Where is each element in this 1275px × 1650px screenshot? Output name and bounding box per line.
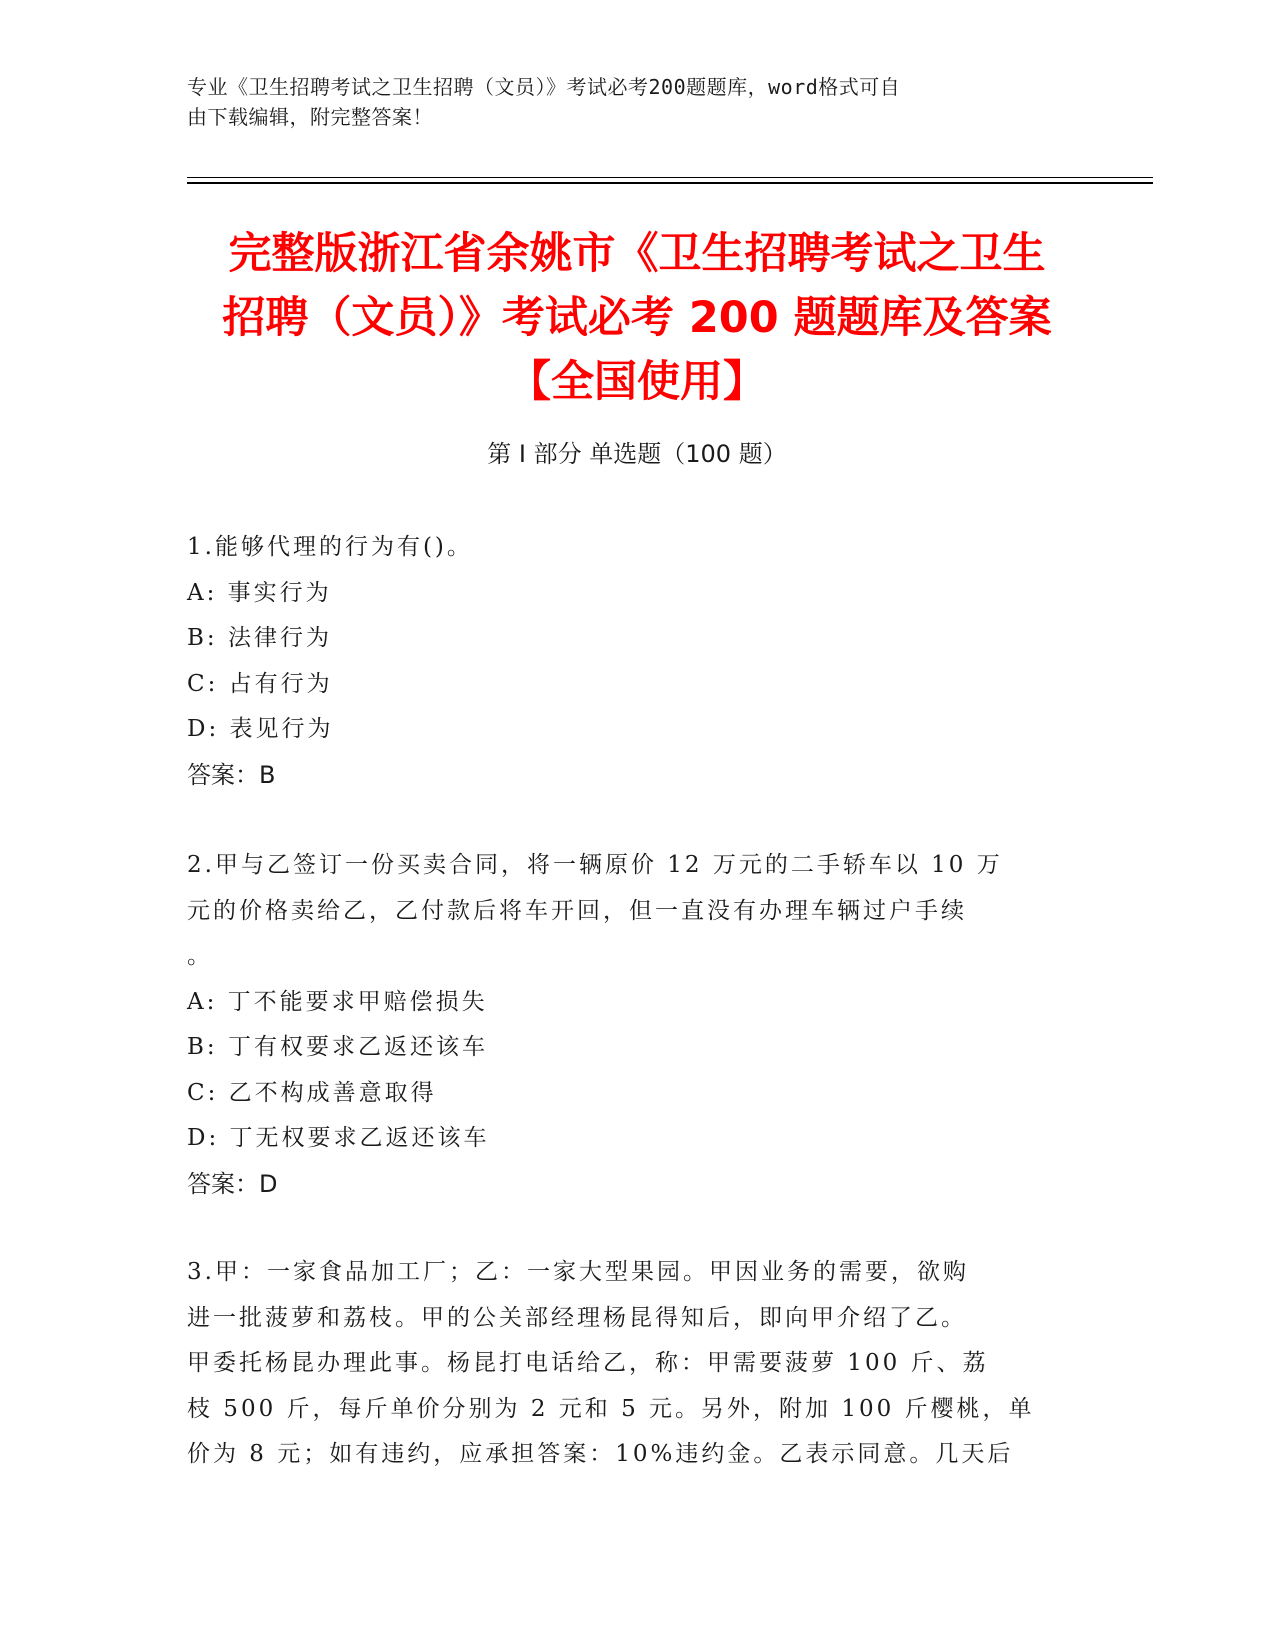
question-stem: 元的价格卖给乙，乙付款后将车开回，但一直没有办理车辆过户手续 — [187, 897, 967, 924]
header-note — [187, 72, 1067, 132]
question-stem: 甲委托杨昆办理此事。杨昆打电话给乙，称：甲需要菠萝 100 斤、荔 — [187, 1350, 989, 1376]
header-divider-thin — [187, 177, 1153, 178]
question-stem: 。 — [187, 943, 213, 969]
title-line: 完整版浙江省余姚市《卫生招聘考试之卫生 — [228, 229, 1046, 279]
question-stem: 3.甲：一家食品加工厂；乙：一家大型果园。甲因业务的需要，欲购 — [187, 1259, 969, 1285]
question-stem: 2.甲与乙签订一份买卖合同，将一辆原价 12 万元的二手轿车以 10 万 — [187, 852, 1003, 878]
option-c: C: 占有行为 — [187, 670, 333, 697]
answer: 答案：D — [187, 1169, 278, 1198]
option-b: B: 丁有权要求乙返还该车 — [187, 1034, 488, 1060]
header-note-line: 由下载编辑，附完整答案！ — [187, 105, 433, 129]
section-title: 第 I 部分 单选题（100 题） — [487, 440, 787, 468]
header-divider-thick — [187, 182, 1153, 184]
option-d: D: 丁无权要求乙返还该车 — [187, 1125, 490, 1151]
option-b: B: 法律行为 — [187, 625, 332, 651]
option-d: D: 表见行为 — [187, 716, 334, 742]
question-2 — [187, 843, 1087, 1207]
question-stem: 价为 8 元；如有违约，应承担答案：10%违约金。乙表示同意。几天后 — [187, 1441, 1014, 1467]
question-3 — [187, 1250, 1087, 1478]
question-stem: 进一批菠萝和荔枝。甲的公关部经理杨昆得知后，即向甲介绍了乙。 — [187, 1304, 967, 1331]
answer: 答案：B — [187, 760, 276, 789]
title-line: 【全国使用】 — [508, 357, 766, 407]
question-stem: 1.能够代理的行为有()。 — [187, 534, 473, 560]
option-a: A: 事实行为 — [187, 579, 332, 606]
title-line: 招聘（文员）》考试必考 200 题题库及答案 — [222, 293, 1052, 343]
header-note-line: 专业《卫生招聘考试之卫生招聘（文员）》考试必考200题题库，word格式可自 — [187, 75, 901, 99]
document-title — [187, 222, 1087, 414]
question-1 — [187, 525, 1087, 798]
option-c: C: 乙不构成善意取得 — [187, 1079, 437, 1106]
option-a: A: 丁不能要求甲赔偿损失 — [187, 988, 488, 1015]
question-stem: 枝 500 斤，每斤单价分别为 2 元和 5 元。另外，附加 100 斤樱桃，单 — [187, 1395, 1035, 1422]
